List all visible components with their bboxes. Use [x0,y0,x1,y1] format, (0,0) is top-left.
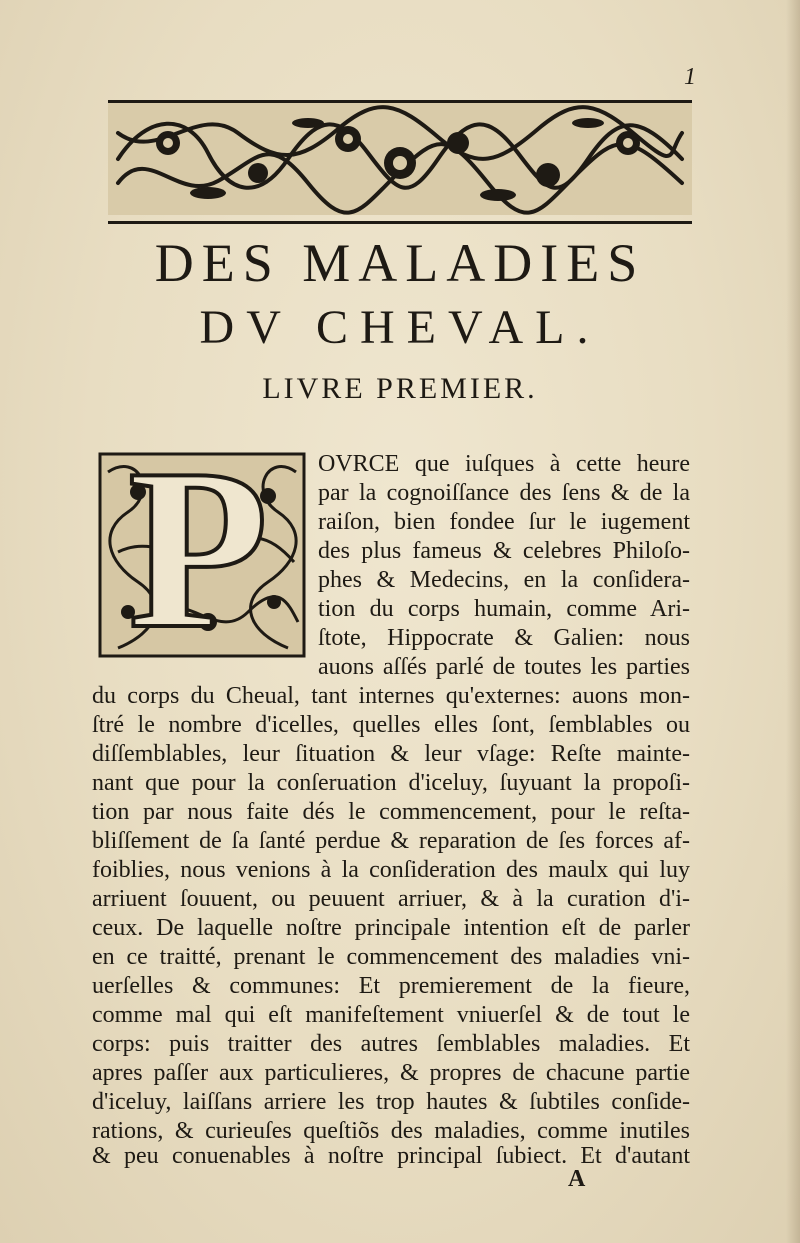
initial-letter: P [128,421,269,676]
body-line: uerſelles & communes: Et premierement de la fieure, [92,973,690,999]
body-line: du corps du Cheual, tant internes qu'externes: auons mon- [92,683,690,709]
body-line: ſtré le nombre d'icelles, quelles elles ſont, ſemblables ou [92,712,690,738]
body-line: foiblies, nous venions à la conſideration des maulx qui luy [92,857,690,883]
body-line: raiſon, bien fondee ſur le iugement [318,509,690,535]
body-line: d'iceluy, laiſſans arriere les trop hautes & ſubtiles conſide- [92,1089,690,1115]
signature-mark: A [568,1166,586,1192]
folio-number: 1 [684,64,696,90]
body-line: rations, & curieuſes queſtiõs des maladies, comme inutiles [92,1118,690,1144]
body-line: en ce traitté, prenant le commencement des maladies vni- [92,944,690,970]
body-line: des plus fameus & celebres Philoſo- [318,538,690,564]
title-line-1: DES MALADIES [154,233,646,293]
body-line: OVRCE que iuſques à cette heure [318,451,690,477]
body-line: & peu conuenables à noſtre principal ſubiect. Et d'autant [92,1143,690,1169]
title-line-2: DV CHEVAL. [199,301,601,354]
body-line: ceux. De laquelle noſtre principale intention eſt de parler [92,915,690,941]
page-edge-shadow [786,0,800,1243]
body-line: tion par nous faite dés le commencement, pour le reſta- [92,799,690,825]
body-line: ſtote, Hippocrate & Galien: nous [318,625,690,651]
body-line: nant que pour la conſeruation d'iceluy, ſuyuant la propoſi- [92,770,690,796]
book-heading: LIVRE PREMIER. [262,372,538,405]
body-line: apres paſſer aux particulieres, & propres de chacune partie [92,1060,690,1086]
body-line: bliſſement de ſa ſanté perdue & reparation de ſes forces af- [92,828,690,854]
body-line: diſſemblables, leur ſituation & leur vſage: Reſte mainte- [92,741,690,767]
body-line: comme mal qui eſt manifeſtement vniuerſel & de tout le [92,1002,690,1028]
body-line: auons aſſés parlé de toutes les parties [318,654,690,680]
body-line: corps: puis traitter des autres ſemblables maladies. Et [92,1031,690,1057]
decorated-initial-icon [98,421,306,676]
body-line: tion du corps humain, comme Ari- [318,596,690,622]
floral-headpiece-icon [108,100,692,224]
body-line: phes & Medecins, en la conſidera- [318,567,690,593]
body-line: par la cognoiſſance des ſens & de la [318,480,690,506]
body-line: arriuent ſouuent, ou peuuent arriuer, & à la curation d'i- [92,886,690,912]
